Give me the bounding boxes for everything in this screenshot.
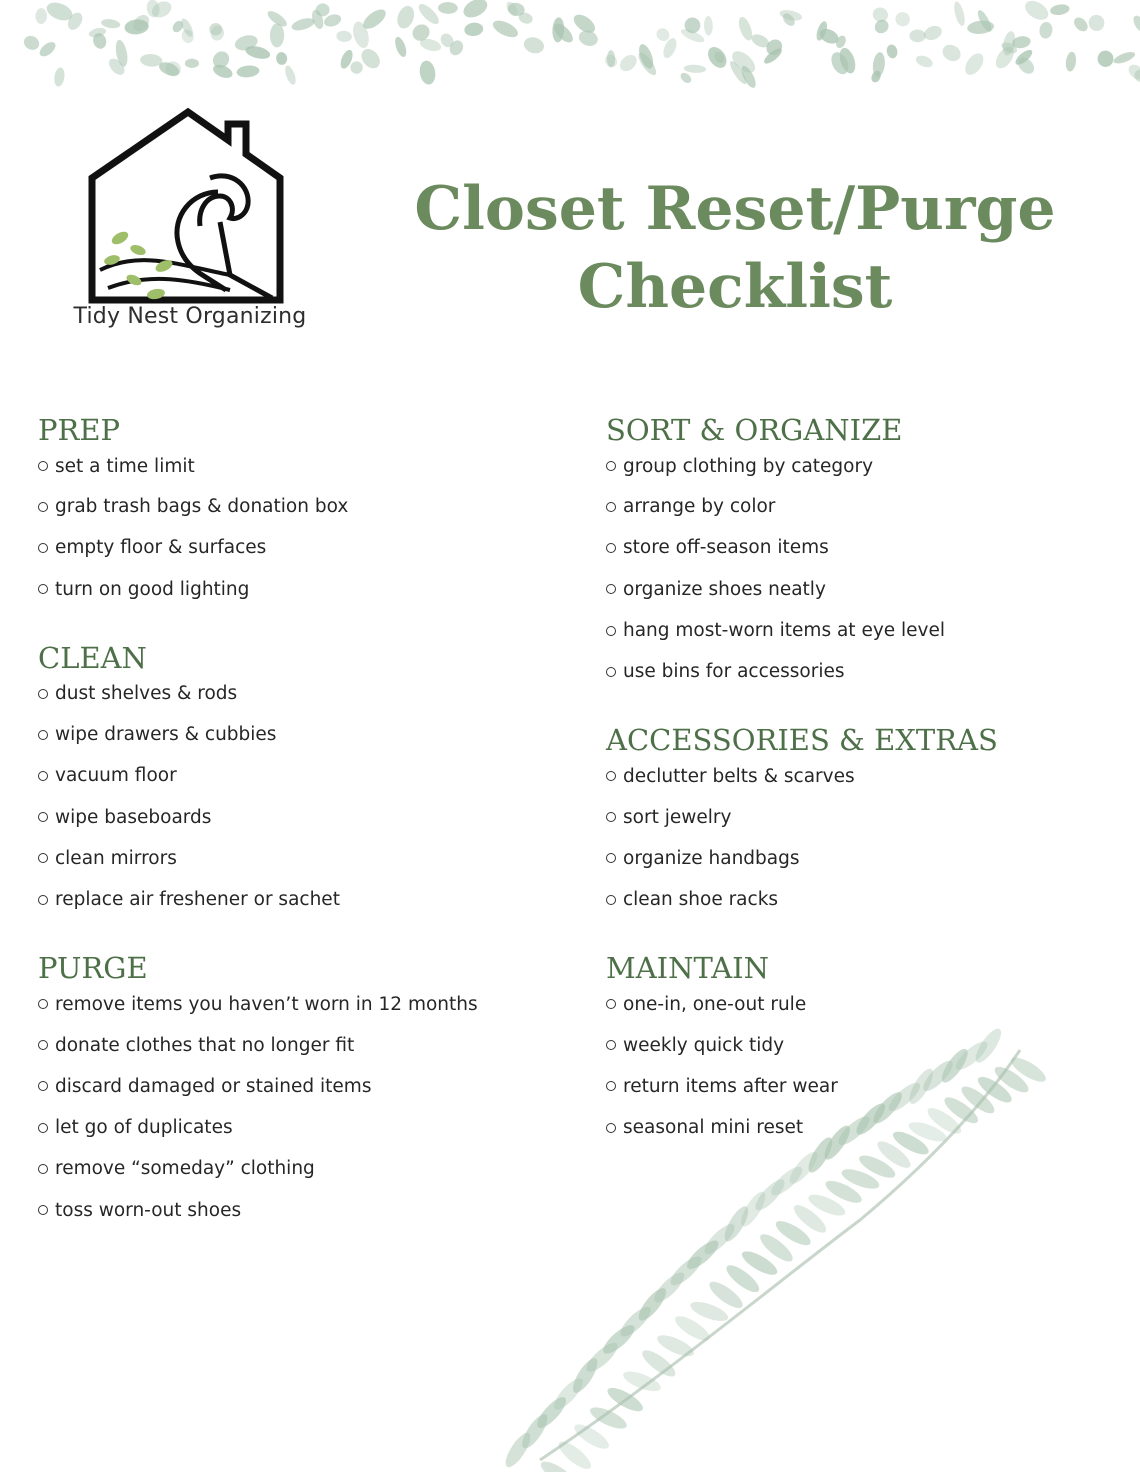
checkbox-circle-icon[interactable] [38,1164,48,1174]
leaf-decoration [283,64,298,86]
item-label: seasonal mini reset [623,1117,804,1139]
eucalyptus-branch-decoration [480,1020,1080,1472]
house-bird-logo-icon [60,100,320,310]
item-label: store off-season items [623,537,829,559]
checklist-item[interactable] [38,680,558,708]
checkbox-circle-icon[interactable] [38,1040,48,1050]
leaf-decoration [704,16,713,36]
item-label: declutter belts & scarves [623,765,855,787]
leaf-decoration [290,16,316,33]
checkbox-circle-icon[interactable] [38,689,48,699]
item-label: grab trash bags & donation box [55,496,349,518]
item-label: organize handbags [623,847,800,869]
leaf-decoration [952,1,967,28]
checklist-item[interactable] [606,610,1126,651]
item-label: discard damaged or stained items [55,1075,372,1097]
item-label: clean mirrors [55,847,177,869]
leaf-decoration [522,35,546,56]
leaf-decoration [940,42,964,65]
item-label: weekly quick tidy [623,1034,785,1056]
leaf-decoration [683,64,706,73]
leaf-decoration [236,64,260,78]
item-label: remove items you haven’t worn in 12 months [55,993,478,1015]
title-line-1: Closet Reset/Purge [414,174,1056,244]
checkbox-circle-icon[interactable] [606,853,616,863]
leaf-decoration [914,53,934,69]
item-label: vacuum floor [55,765,177,787]
checklist-item[interactable] [38,755,558,796]
checkbox-circle-icon[interactable] [38,1081,48,1091]
checklist [606,452,1126,692]
section-heading: PURGE [38,951,148,986]
checkbox-circle-icon[interactable] [38,584,48,594]
leaf-decoration [393,36,409,59]
item-label: dust shelves & rods [55,683,238,705]
item-label: clean shoe racks [623,889,779,911]
section-heading: MAINTAIN [606,951,769,986]
checklist-item[interactable] [606,452,1126,480]
item-label: donate clothes that no longer fit [55,1034,355,1056]
leaf-decoration [1038,21,1053,39]
checklist-item[interactable] [38,990,558,1018]
checkbox-circle-icon[interactable] [606,999,616,1009]
section-accessories-extras [606,722,1126,920]
leaf-decoration [336,30,353,43]
leaf-decoration [21,33,41,52]
leaf-decoration [870,5,890,24]
item-label: empty floor & surfaces [55,537,267,559]
item-label: sort jewelry [623,806,732,828]
checkbox-circle-icon[interactable] [38,543,48,553]
leaf-decoration [490,17,520,40]
checklist [38,680,558,920]
leaf-decoration [37,39,58,59]
leaf-decoration [418,59,437,85]
checkbox-circle-icon[interactable] [38,895,48,905]
item-label: turn on good lighting [55,578,250,600]
checkbox-circle-icon[interactable] [606,543,616,553]
section-sort-organize [606,412,1126,692]
leaf-decoration [460,0,490,21]
section-prep [38,412,558,610]
checkbox-circle-icon[interactable] [606,584,616,594]
checkbox-circle-icon[interactable] [38,1123,48,1133]
item-label: set a time limit [55,455,195,477]
checkbox-circle-icon[interactable] [606,461,616,471]
section-heading: ACCESSORIES & EXTRAS [606,723,998,758]
checklist-item[interactable] [606,838,1126,879]
brand-logo [60,100,320,340]
item-label: wipe baseboards [55,806,212,828]
checklist [606,762,1126,920]
checkbox-circle-icon[interactable] [38,812,48,822]
item-label: remove “someday” clothing [55,1158,315,1180]
item-label: return items after wear [623,1075,838,1097]
leaf-decoration [961,50,987,78]
section-heading: PREP [38,413,121,447]
leaf-decoration [617,52,640,75]
checklist-item[interactable] [606,879,1126,920]
section-heading: SORT & ORGANIZE [606,413,903,447]
checklist-item[interactable] [606,651,1126,692]
leaf-decoration [1131,14,1140,34]
leaf-decoration [885,43,898,59]
checklist-item[interactable] [38,452,558,480]
item-label: hang most-worn items at eye level [623,620,946,642]
item-label: organize shoes neatly [623,578,826,600]
checklist-item[interactable] [606,796,1126,837]
leaf-decoration [1097,50,1114,67]
leaf-decoration [655,1331,697,1360]
leaf-decoration [893,9,913,29]
leaf-decoration [394,4,417,31]
checklist-item[interactable] [38,796,558,837]
leaf-decoration [922,23,944,42]
checkbox-circle-icon[interactable] [38,853,48,863]
section-clean [38,640,558,920]
checklist-item[interactable] [38,486,558,527]
item-label: toss worn-out shoes [55,1199,242,1221]
checkbox-circle-icon[interactable] [606,771,616,781]
leaf-decoration [587,1403,629,1433]
checklist-item[interactable] [38,838,558,879]
checkbox-circle-icon[interactable] [606,502,616,512]
checklist [38,452,558,610]
leaf-decoration [163,59,184,80]
checklist-item[interactable] [38,714,558,755]
item-label: let go of duplicates [55,1117,233,1139]
checkbox-circle-icon[interactable] [38,771,48,781]
leaf-decoration [276,52,288,66]
item-label: replace air freshener or sachet [55,889,340,911]
checklist-item[interactable] [606,486,1126,527]
checklist-item[interactable] [606,990,1126,1018]
leaf-decoration [35,8,47,24]
checkbox-circle-icon[interactable] [38,730,48,740]
checklist-item[interactable] [38,569,558,610]
leaf-decoration [101,18,121,29]
checklist-item[interactable] [606,527,1126,568]
leaf-decoration [1071,15,1090,34]
checklist-item[interactable] [38,527,558,568]
leaf-decoration [1087,13,1105,32]
leaf-decoration [909,29,925,42]
checkbox-circle-icon[interactable] [606,626,616,636]
item-label: one-in, one-out rule [623,993,807,1015]
checklist-item[interactable] [606,569,1126,610]
checkbox-circle-icon[interactable] [38,502,48,512]
item-label: use bins for accessories [623,661,845,683]
leaf-decoration [270,23,284,47]
checkbox-circle-icon[interactable] [38,999,48,1009]
checkbox-circle-icon[interactable] [38,461,48,471]
section-heading: CLEAN [38,640,147,675]
checkbox-circle-icon[interactable] [606,667,616,677]
checkbox-circle-icon[interactable] [606,895,616,905]
leaf-decoration [53,67,66,87]
checkbox-circle-icon[interactable] [38,1205,48,1215]
item-label: wipe drawers & cubbies [55,724,277,746]
eucalyptus-border-decoration [0,0,1140,110]
checklist-item[interactable] [38,879,558,920]
leaf-decoration [438,2,458,14]
leaf-decoration [185,59,199,68]
leaf-decoration [1049,3,1070,16]
leaf-decoration [679,71,694,85]
item-label: arrange by color [623,496,776,518]
item-label: group clothing by category [623,455,874,477]
leaf-decoration [180,28,195,44]
leaf-decoration [1112,50,1136,66]
checkbox-circle-icon[interactable] [606,812,616,822]
leaf-decoration [1022,0,1052,24]
leaf-decoration [464,22,484,38]
leaf-decoration [621,1368,663,1396]
brand-name: Tidy Nest Organizing [73,304,307,329]
title-line-2: Checklist [577,252,893,322]
checklist-item[interactable] [606,762,1126,790]
leaf-decoration [416,1,442,27]
leaf-decoration [1065,51,1078,72]
page-title [380,170,1090,326]
